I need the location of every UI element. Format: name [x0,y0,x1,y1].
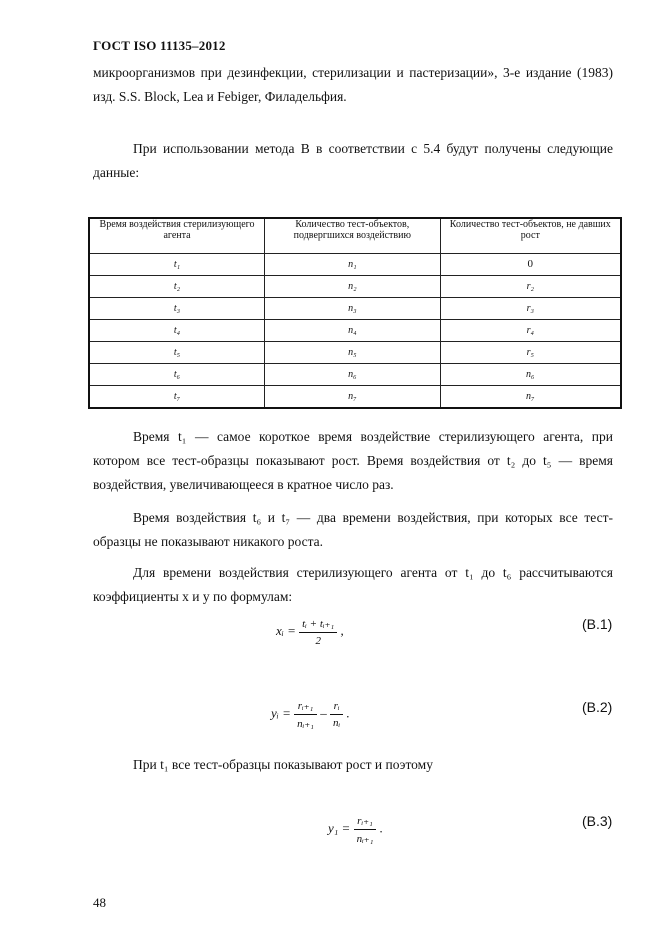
table-cell: t₂ [89,276,265,298]
fraction-numerator: rᵢ₊₁ [354,814,377,830]
table-header-cell: Время воздействия стерилизующего агента [89,218,265,254]
table-cell: r₅ [440,342,621,364]
table-cell: r₃ [440,298,621,320]
fraction-denominator: nᵢ₊₁ [356,833,374,845]
table-cell: t₅ [89,342,265,364]
paragraph-reference: микроорганизмов при дезинфекции, стерилизации и пастеризации», 3-е издание (1983) изд. S.S. Block, Lea и Febiger, Филадельфия. [93,65,613,104]
equation-number-b2: (B.2) [582,699,613,715]
table-row [89,276,621,298]
table-cell: t₇ [89,386,265,409]
table-row [89,342,621,364]
fraction-denominator: nᵢ₊₁ [297,718,314,730]
formula-tail: . [379,820,383,836]
table-cell: t₄ [89,320,265,342]
table-cell: n₇ [265,386,441,409]
fraction-denominator: nᵢ [332,717,341,729]
page-number: 48 [93,895,106,910]
formula-b3 [328,814,383,845]
table-cell: t₃ [89,298,265,320]
table-row [89,386,621,409]
paragraph-method-b: При использовании метода В в соответствии с 5.4 будут получены следующие данные: [93,141,613,180]
table-cell: n₃ [265,298,441,320]
table-header-cell: Количество тест-объектов, подвергшихся воздействию [265,218,441,254]
formula-lhs: yᵢ = [271,705,291,721]
fraction [299,617,337,647]
formula-tail: , [340,622,344,638]
table-cell: n₅ [265,342,441,364]
table-cell: r₂ [440,276,621,298]
fraction [330,700,343,729]
table-row [89,320,621,342]
fraction-numerator: rᵢ₊₁ [294,699,317,715]
table-cell: r₄ [440,320,621,342]
table-cell: 0 [440,254,621,276]
fraction-numerator: rᵢ [330,700,343,715]
equation-number-b1: (B.1) [582,616,613,632]
formula-b2 [271,699,350,730]
formula-tail: . [346,705,350,721]
formula-lhs: y₁ = [328,820,351,836]
paragraph-t1-growth: При t₁ все тест-образцы показывают рост и поэтому [133,757,433,772]
fraction-numerator: tᵢ + tᵢ₊₁ [299,617,337,633]
table-header-row [89,218,621,254]
fraction [294,699,317,730]
formula-lhs: xᵢ = [276,622,296,638]
paragraph-time-t1: Время t₁ — самое короткое время воздействие стерилизующего агента, при котором все тест-образцы показывают рост. Время воздействия от t₂ до t₅ — время воздействия, увеличивающееся в кратное число раз. [93,429,613,492]
table-cell: n₂ [265,276,441,298]
table-cell: n₆ [265,364,441,386]
table-cell: n₇ [440,386,621,409]
document-header: ГОСТ ISO 11135–2012 [93,38,226,53]
table-row [89,364,621,386]
table-row [89,254,621,276]
equation-number-b3: (B.3) [582,813,613,829]
table-header-cell: Количество тест-объектов, не давших рост [440,218,621,254]
formula-b1 [276,617,344,647]
paragraph-coefficients: Для времени воздействия стерилизующего агента от t₁ до t₆ рассчитываются коэффициенты x и y по формулам: [93,565,613,604]
table-cell: t₁ [89,254,265,276]
table-cell: n₄ [265,320,441,342]
fraction-denominator: 2 [315,635,321,647]
fraction [354,814,377,845]
table-cell: n₆ [440,364,621,386]
paragraph-time-t6-t7: Время воздействия t₆ и t₇ — два времени воздействия, при которых все тест-образцы не показывают никакого роста. [93,510,613,549]
formula-operator: – [320,705,327,721]
table-cell: t₆ [89,364,265,386]
data-table [88,217,622,409]
table-row [89,298,621,320]
table-cell: n₁ [265,254,441,276]
